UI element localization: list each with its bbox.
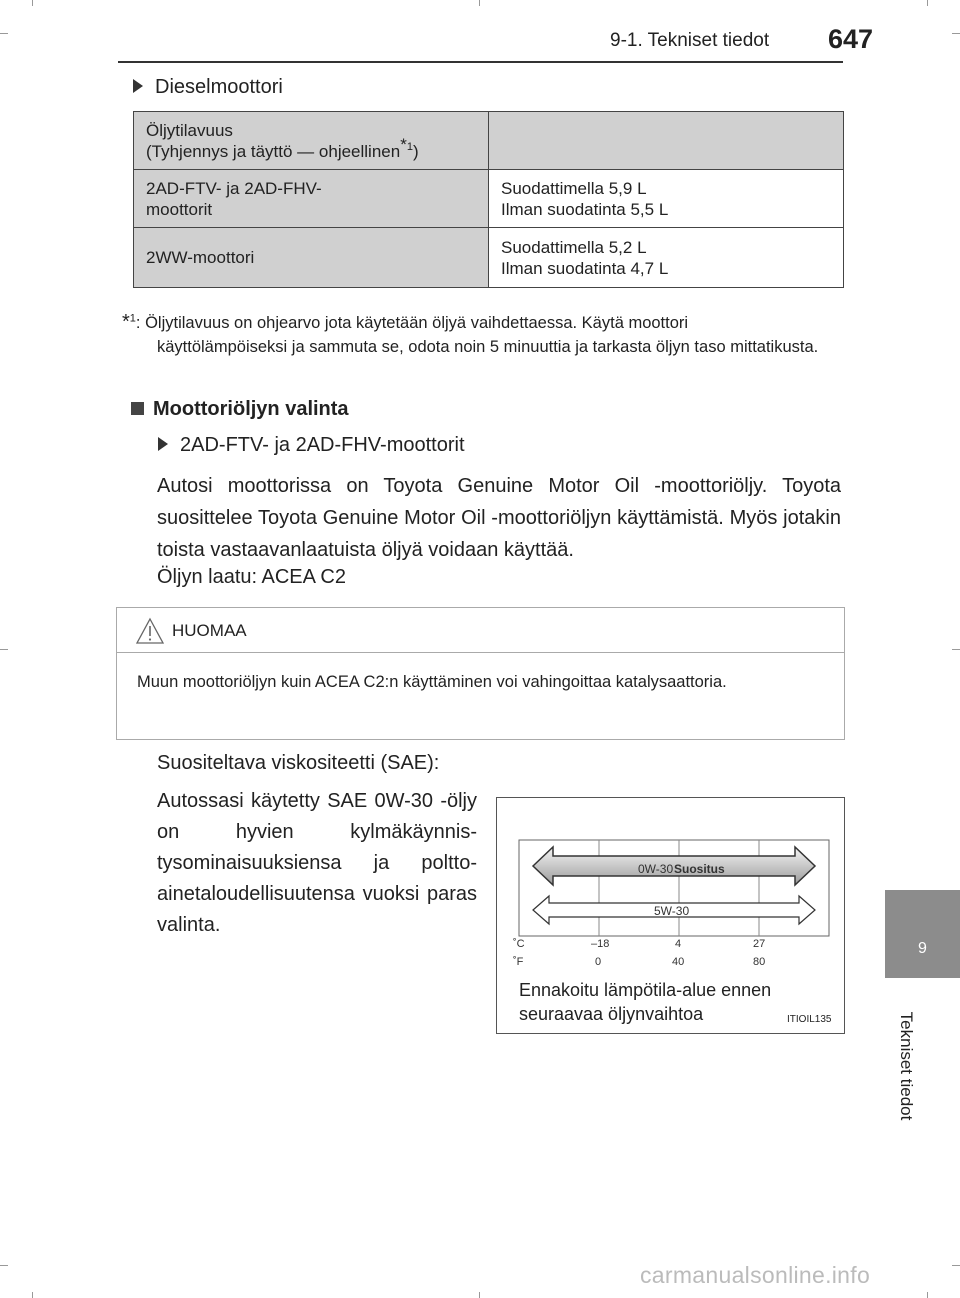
crop-mark (952, 33, 960, 34)
oil-quality: Öljyn laatu: ACEA C2 (157, 566, 346, 588)
table-label-cell (134, 228, 489, 288)
footnote-continuation: käyttölämpöiseksi ja sammuta se, odota noin 5 minuuttia ja tarkasta öljyn taso mittatikusta. (157, 338, 819, 356)
crop-mark (952, 1265, 960, 1266)
table-header-cell (134, 112, 489, 170)
footnote-number: 1 (129, 312, 136, 325)
footnote-star: * (400, 134, 407, 154)
row-value-line1: Suodattimella 5,2 L (501, 237, 647, 257)
figure-caption (519, 978, 771, 1026)
unit-fahrenheit: ˚F (513, 956, 524, 968)
table-row (134, 170, 844, 228)
crop-mark (0, 649, 8, 650)
crop-mark (952, 649, 960, 650)
engine-subheading-text: 2AD-FTV- ja 2AD-FHV-moottorit (180, 434, 465, 456)
chapter-number: 9 (918, 940, 927, 957)
row-value-line1: Suodattimella 5,9 L (501, 178, 647, 198)
table-value-cell (489, 228, 844, 288)
table-header-empty-cell (489, 112, 844, 170)
chapter-tab (885, 890, 960, 978)
tick-f-2: 80 (753, 956, 766, 968)
notice-box (116, 607, 845, 740)
crop-mark (0, 1265, 8, 1266)
tick-c-0: –18 (591, 938, 610, 950)
crop-mark (479, 1292, 480, 1298)
chart-frame (519, 840, 829, 936)
bullet-arrow-icon (133, 79, 143, 93)
oil-capacity-table (133, 111, 844, 288)
figure-code: ITIOIL135 (787, 1014, 832, 1025)
chapter-label: Tekniset tiedot (897, 1011, 916, 1121)
engine-subheading (158, 434, 465, 457)
row-value-line2: Ilman suodatinta 4,7 L (501, 258, 669, 278)
footnote-line1: : Öljytilavuus on ohjearvo jota käytetään öljyä vaihdettaessa. Käytä moottori (135, 314, 689, 332)
arrow-0w30-label: 0W-30 (638, 862, 674, 876)
table-header-line2: (Tyhjennys ja täyttö — ohjeellinen (146, 141, 401, 161)
viscosity-paragraph: Autossasi käytetty SAE 0W-30 -öljy on hyvien kylmäkäynnistysominaisuuksiensa ja polttoainetaloudellisuutensa vuoksi paras valinta. (157, 790, 477, 936)
crop-mark (479, 0, 480, 6)
tick-c-1: 4 (675, 938, 682, 950)
diesel-heading-text: Dieselmoottori (155, 76, 283, 98)
header-section-title: 9-1. Tekniset tiedot (610, 30, 770, 51)
figure-caption-line1: Ennakoitu lämpötila-alue ennen (519, 980, 772, 1000)
table-row (134, 228, 844, 288)
table-label-cell (134, 170, 489, 228)
tick-c-2: 27 (753, 938, 766, 950)
notice-header (117, 608, 844, 653)
section-title (131, 398, 349, 421)
page-number: 647 (828, 24, 874, 54)
footnote-star: * (122, 311, 130, 333)
row-label-line2: moottorit (146, 199, 213, 219)
table-header-close: ) (412, 141, 419, 161)
diesel-heading (133, 76, 283, 99)
table-header-line1: Öljytilavuus (146, 120, 233, 140)
tick-f-1: 40 (672, 956, 685, 968)
crop-mark (927, 1292, 928, 1298)
figure-caption-line2: seuraavaa öljynvaihtoa (519, 1004, 704, 1024)
footnote-number: 1 (406, 140, 413, 153)
chapter-label-container (888, 1000, 924, 1140)
row-value-line2: Ilman suodatinta 5,5 L (501, 199, 669, 219)
header-divider (118, 61, 843, 63)
notice-body: Muun moottoriöljyn kuin ACEA C2:n käyttäminen voi vahingoittaa katalysaattoria. (137, 673, 727, 691)
table-row (134, 112, 844, 170)
oil-paragraph: Autosi moottorissa on Toyota Genuine Motor Oil -moottoriöljy. Toyota suosittelee Toyota Genuine Motor Oil -moottoriöljyn käyttämistä. Myös jotakin toista vastaavanlaatuista öljyä voidaan käyttää. (157, 475, 841, 561)
warning-triangle-icon (135, 617, 165, 645)
bullet-arrow-icon (158, 437, 168, 451)
table-value-cell (489, 170, 844, 228)
crop-mark (0, 33, 8, 34)
footnote (122, 310, 844, 359)
tick-f-0: 0 (595, 956, 602, 968)
row-label-line1: 2WW-moottori (146, 248, 255, 267)
arrow-5w30-label: 5W-30 (654, 904, 690, 918)
unit-celsius: ˚C (513, 938, 525, 950)
crop-mark (32, 0, 33, 6)
notice-title: HUOMAA (172, 621, 247, 640)
viscosity-heading: Suositeltava viskositeetti (SAE): (157, 752, 440, 774)
row-label-line1: 2AD-FTV- ja 2AD-FHV- (146, 178, 322, 198)
watermark: carmanualsonline.info (640, 1262, 871, 1288)
section-square-icon (131, 402, 144, 415)
crop-mark (927, 0, 928, 6)
viscosity-figure (496, 797, 845, 1034)
crop-mark (32, 1292, 33, 1298)
section-title-text: Moottoriöljyn valinta (153, 398, 349, 420)
arrow-0w30-note: Suositus (674, 862, 725, 876)
